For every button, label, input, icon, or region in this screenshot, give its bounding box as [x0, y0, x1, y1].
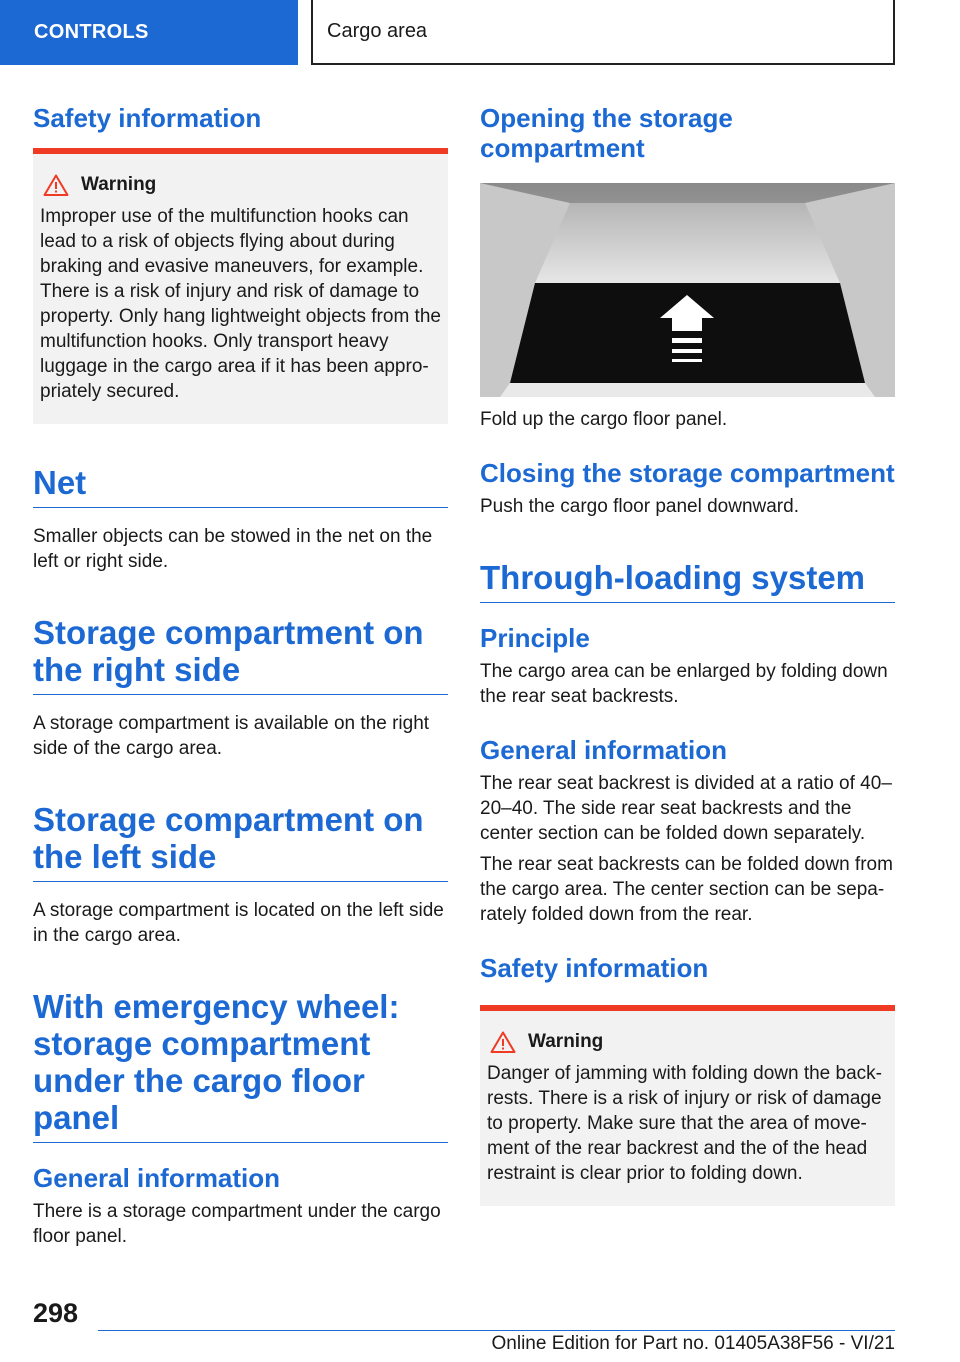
general-heading-right: General information [480, 735, 728, 765]
closing-heading: Closing the storage compartment [480, 458, 895, 488]
right-side-heading: Storage compartment on the right side [33, 614, 448, 695]
warning-triangle-icon [490, 1031, 516, 1053]
net-heading: Net [33, 464, 448, 508]
warning-title: Warning [81, 174, 157, 195]
through-loading-heading: Through-loading system [480, 559, 895, 603]
emergency-heading: With emergency wheel: storage compartment under the cargo floor panel [33, 988, 448, 1143]
warning-text: Improper use of the multifunction hooks can lead to a risk of objects flying about during braking and evasive maneuvers, for example. There is a risk of injury and risk of damage to property. Only hang lightweight objects from the multifunction hooks. Only transport heavy luggage in the cargo area if it has been appropriately secured. [40, 206, 441, 402]
general-text-right-1: The rear seat backrest is divided at a ratio of 40–20–40. The side rear seat backrests and the center section can be folded down separately. [480, 773, 892, 844]
warning-header-right [487, 1031, 889, 1053]
left-column [33, 100, 448, 1249]
principle-text: The cargo area can be enlarged by folding down the rear seat backrests. [480, 661, 888, 707]
closing-text: Push the cargo floor panel downward. [480, 496, 799, 517]
edition-text: Online Edition for Part no. 01405A38F56 - VI/21 [491, 1333, 895, 1354]
general-text-right-2: The rear seat backrests can be folded down from the cargo area. The center section can be separately folded down from the rear. [480, 854, 893, 925]
right-column [480, 100, 895, 1206]
section-title: Cargo area [311, 0, 895, 65]
warning-box [33, 148, 448, 424]
footer-divider [98, 1330, 895, 1331]
safety-heading-right: Safety information [480, 953, 709, 983]
principle-heading: Principle [480, 623, 590, 653]
warning-header [40, 174, 442, 196]
net-text: Smaller objects can be stowed in the net on the left or right side. [33, 526, 433, 572]
warning-title-right: Warning [528, 1031, 604, 1052]
left-side-heading: Storage compartment on the left side [33, 801, 448, 882]
safety-heading: Safety information [33, 103, 262, 133]
warning-triangle-icon [43, 174, 69, 196]
page-number: 298 [33, 1298, 79, 1328]
general-heading-left: General information [33, 1163, 281, 1193]
warning-box-right [480, 1005, 895, 1206]
chapter-tab: CONTROLS [0, 0, 298, 65]
cargo-floor-photo [480, 183, 895, 397]
opening-heading: Opening the storage compartment [480, 103, 733, 163]
warning-text-right: Danger of jamming with folding down the backrests. There is a risk of injury or risk of damage to property. Make sure that the area of movement of the rear backrest and the of the head restraint is clear prior to folding down. [487, 1063, 882, 1184]
right-side-text: A storage compartment is available on the right side of the cargo area. [33, 713, 430, 759]
opening-caption: Fold up the cargo floor panel. [480, 409, 728, 430]
general-text-left: There is a storage compartment under the cargo floor panel. [33, 1201, 441, 1247]
left-side-text: A storage compartment is located on the left side in the cargo area. [33, 900, 444, 946]
